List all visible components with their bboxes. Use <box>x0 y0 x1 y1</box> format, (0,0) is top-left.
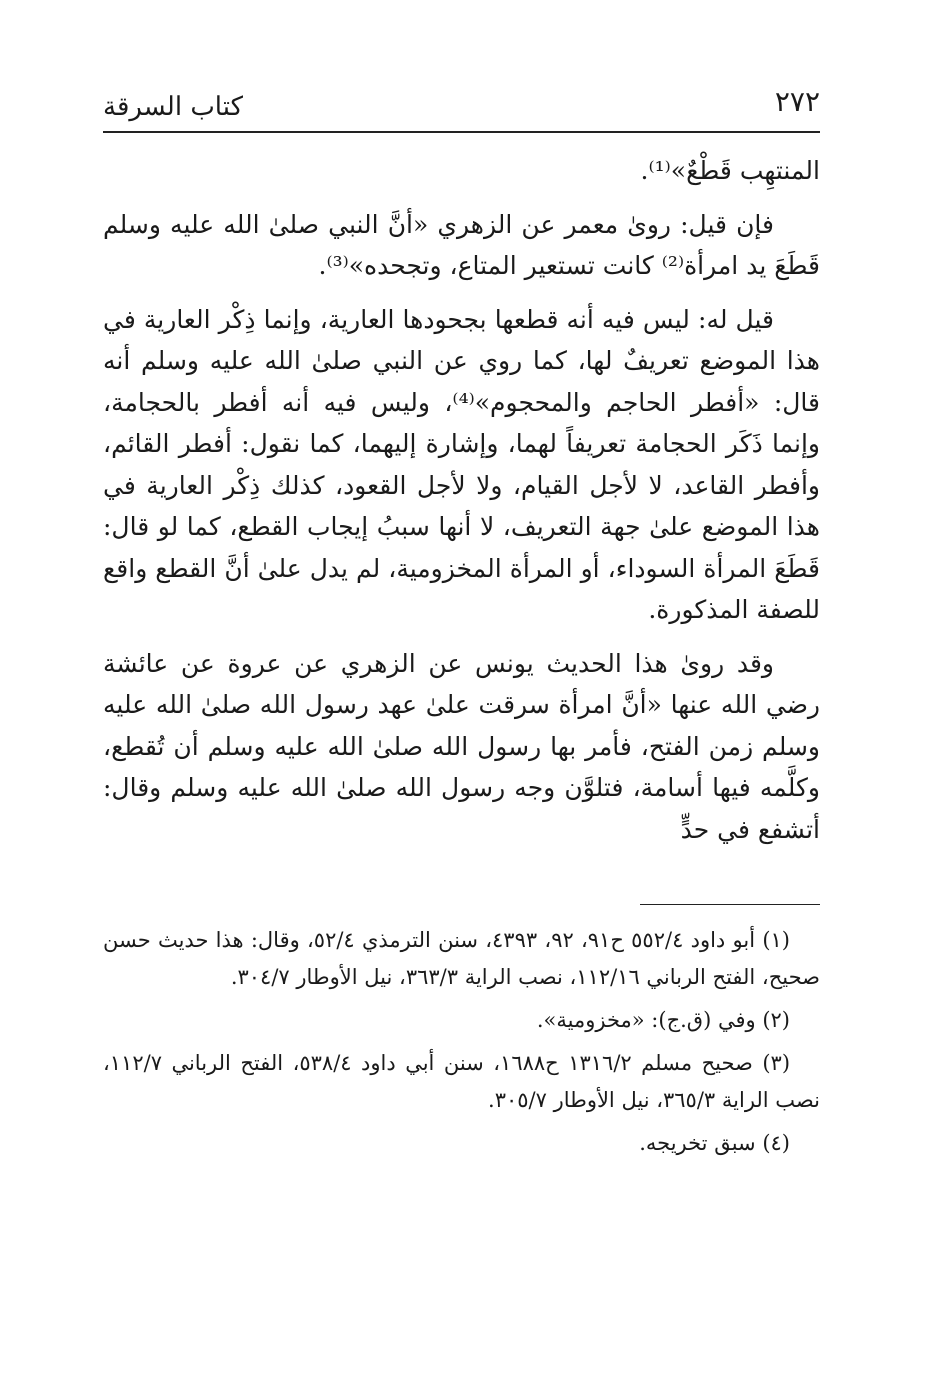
body-paragraph: فإن قيل: روىٰ معمر عن الزهري «أنَّ النبي صلىٰ الله عليه وسلم قَطَعَ يد امرأة⁽²⁾ كانت تستعير المتاع، وتجحده»⁽³⁾. <box>103 209 820 280</box>
footnote-divider <box>640 904 820 905</box>
footnotes <box>103 922 820 1168</box>
main-text <box>103 150 820 862</box>
page-header <box>103 84 820 124</box>
body-paragraph: قيل له: ليس فيه أنه قطعها بجحودها العارية، وإنما ذِكْر العارية في هذا الموضع تعريفٌ لها، كما روي عن النبي صلىٰ الله عليه وسلم أنه قال: «أفطر الحاجم والمحجوم»⁽⁴⁾، وليس فيه أنه أفطر بالحجامة، وإنما ذَكَر الحجامة تعريفاً لهما، وإشارة إليهما، كما نقول: أفطر القائم، وأفطر القاعد، لا لأجل القيام، ولا لأجل القعود، كذلك ذِكْر العارية في هذا الموضع علىٰ جهة التعريف، لا أنها سببُ إيجاب القطع، كما لو قال: قَطَعَ المرأة السوداء، أو المرأة المخزومية، لم يدل علىٰ أنَّ القطع واقع للصفة المذكورة. <box>103 304 821 624</box>
footnote: (٣) صحيح مسلم ١٣١٦/٢ ح١٦٨٨، سنن أبي داود ٥٣٨/٤، الفتح الرباني ١١٢/٧، نصب الراية ٣٦٥/٣، نيل الأوطار ٣٠٥/٧. <box>103 1051 820 1112</box>
body-paragraph: المنتهِب قَطْعٌ»⁽¹⁾. <box>640 156 820 185</box>
footnote: (١) أبو داود ٥٥٢/٤ ح٩١، ٩٢، ٤٣٩٣، سنن الترمذي ٥٢/٤، وقال: هذا حديث حسن صحيح، الفتح الرباني ١١٢/١٦، نصب الراية ٣٦٣/٣، نيل الأوطار ٣٠٤/٧. <box>103 928 820 989</box>
footnote: (٢) وفي (ق.ج): «مخزومية». <box>536 1008 790 1032</box>
body-paragraph: وقد روىٰ هذا الحديث يونس عن الزهري عن عروة عن عائشة رضي الله عنها «أنَّ امرأة سرقت علىٰ عهد رسول الله صلىٰ الله عليه وسلم زمن الفتح، فأمر بها رسول الله صلىٰ الله عليه وسلم أن تُقطع، وكلَّمه فيها أسامة، فتلوَّن وجه رسول الله صلىٰ الله عليه وسلم وقال: أتشفع في حدٍّ <box>103 648 820 844</box>
footnote: (٤) سبق تخريجه. <box>639 1131 790 1155</box>
running-title: كتاب السرقة <box>103 92 243 122</box>
header-divider <box>103 131 820 133</box>
page-number: ٢٧٢ <box>774 85 820 118</box>
